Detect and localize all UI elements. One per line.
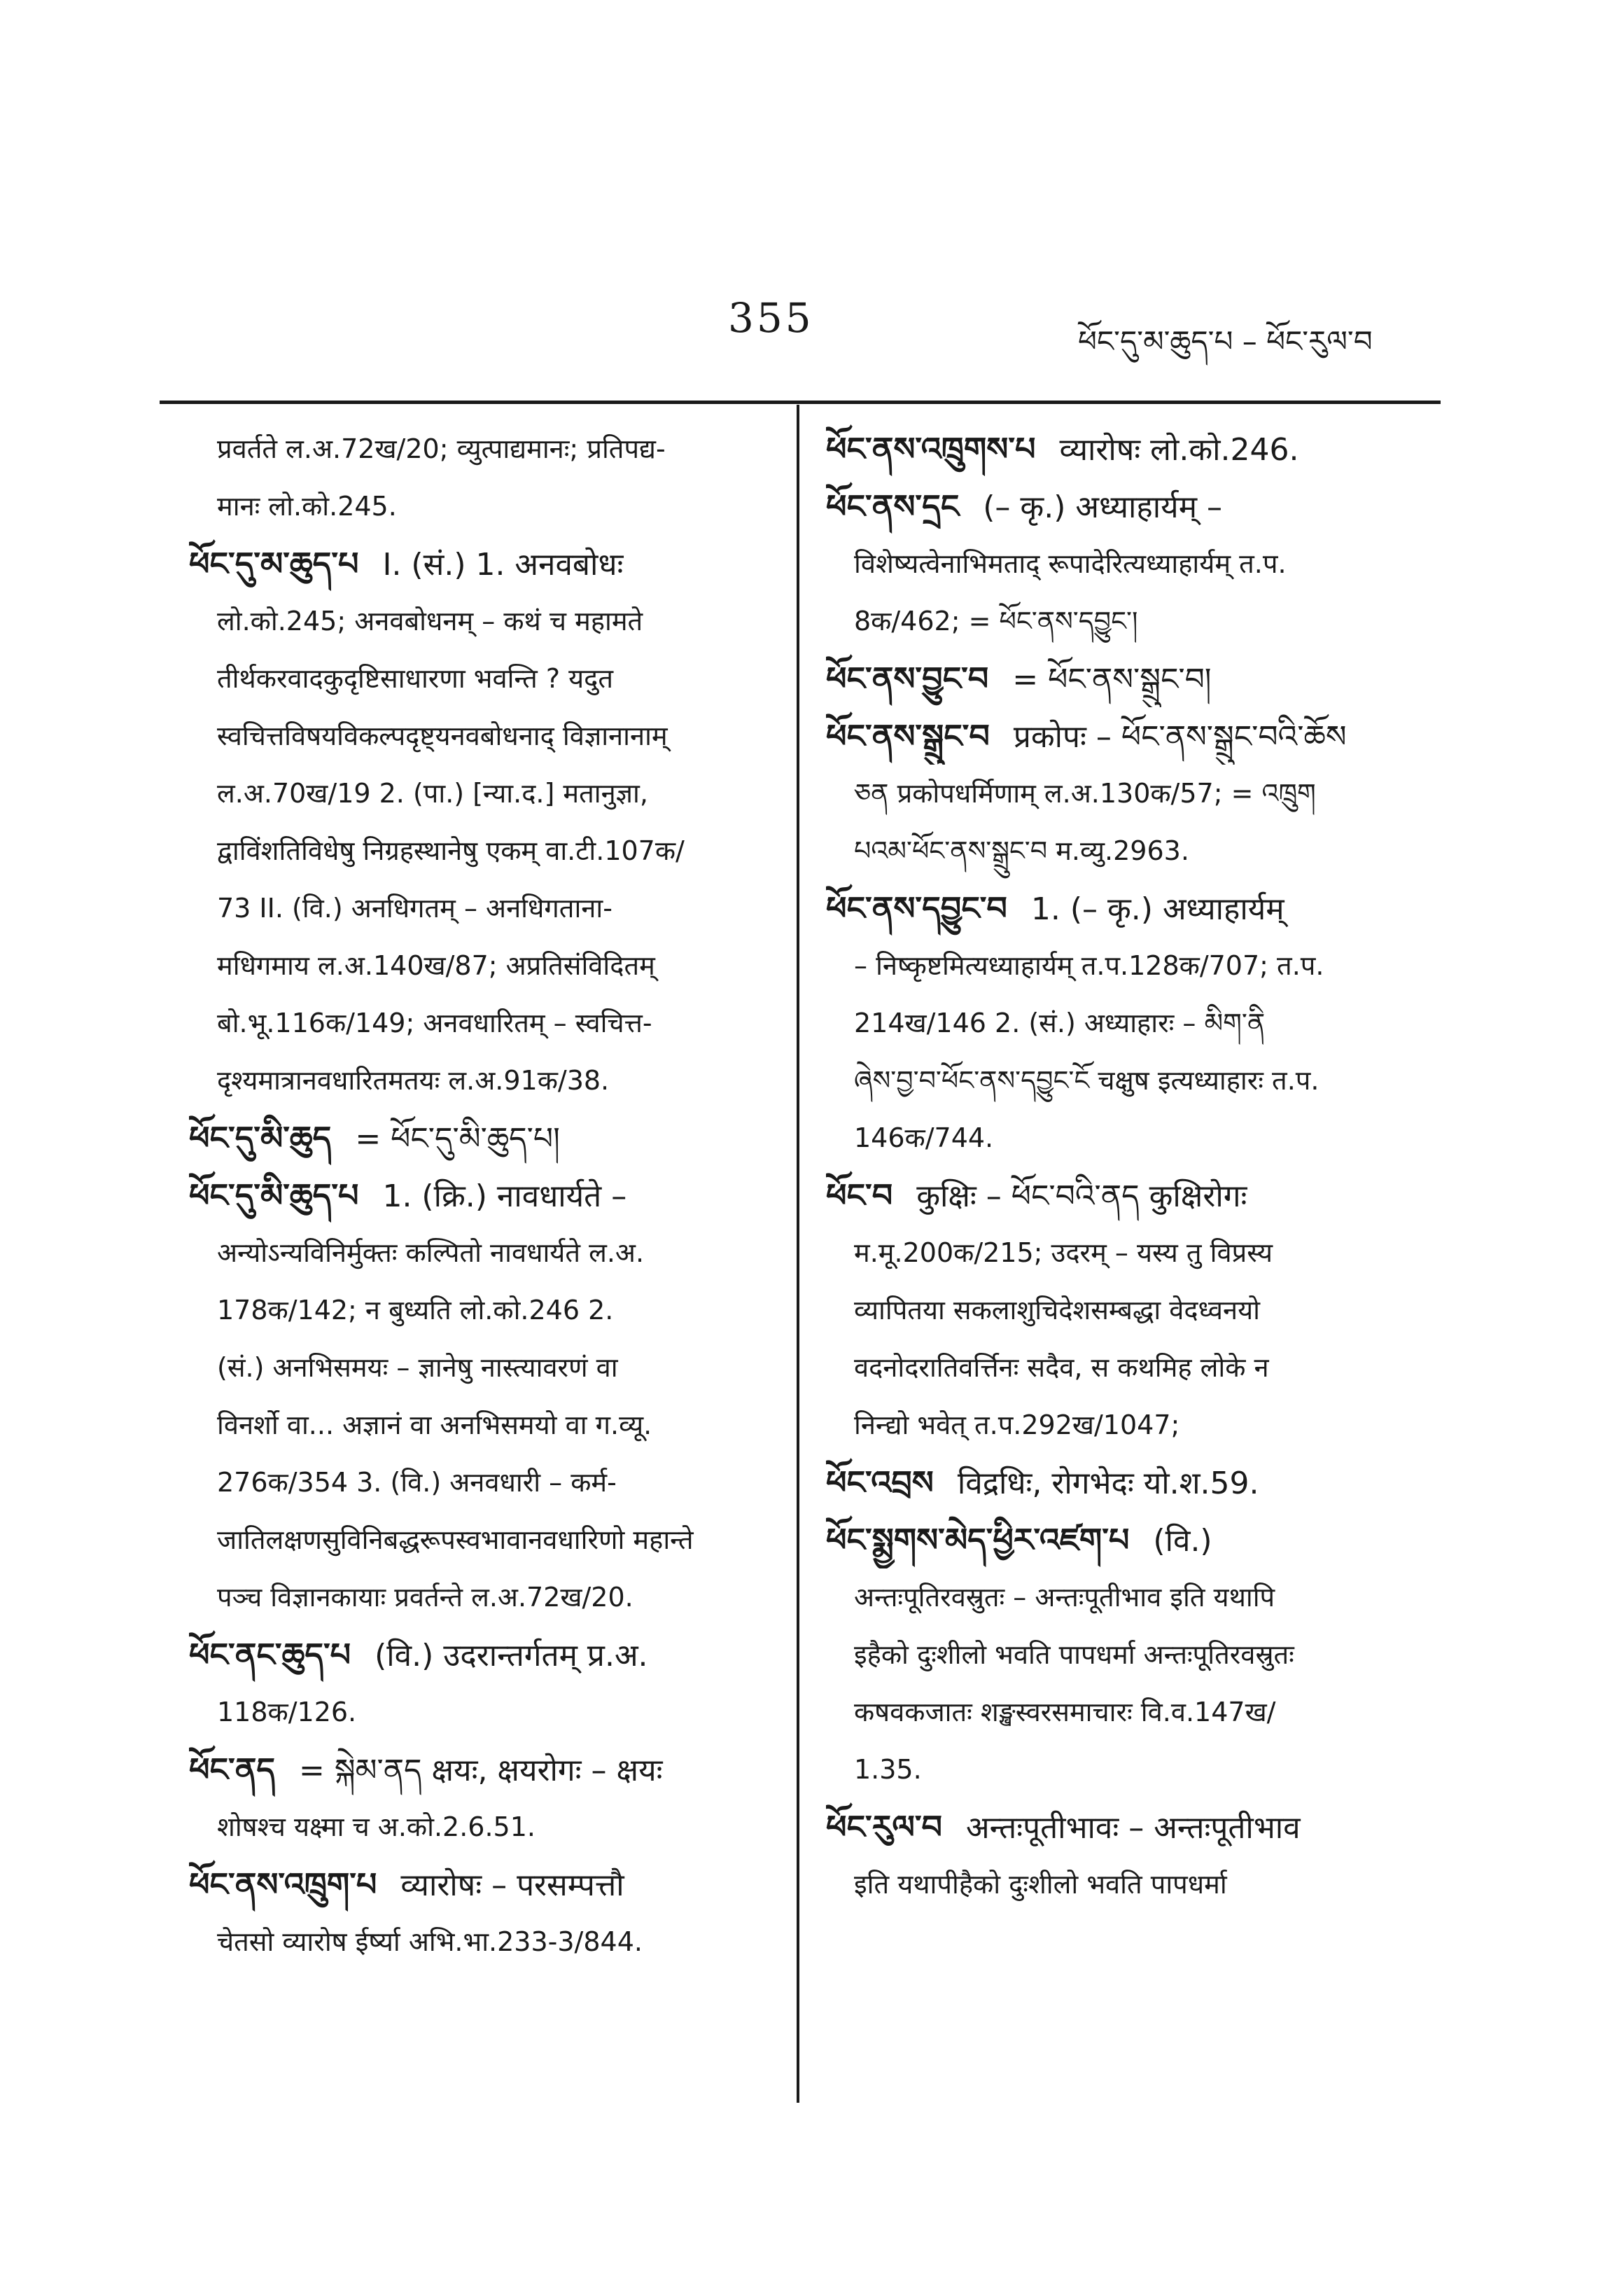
continuation-line: चेतसो व्यारोष ईर्ष्या अभि.भा.233-3/844. <box>217 1926 643 1957</box>
entry-line <box>189 1626 805 1683</box>
continuation-line: मानः लो.को.245. <box>217 491 397 522</box>
entry-headword: ཕོང་ནས་འཁྲུག་པ <box>189 1865 377 1903</box>
entry-line <box>189 1167 805 1224</box>
entry-line <box>826 879 1442 937</box>
continuation-line: व्यापितया सकलाशुचिदेशसम्बद्धा वेदध्वनयो <box>854 1295 1260 1326</box>
entry-text: = ཕོང་དུ་མི་ཆུད་པ། <box>355 1121 560 1157</box>
entry-line <box>826 650 1442 707</box>
left-column <box>189 420 805 1970</box>
entry-line <box>189 535 805 592</box>
continuation-line: (सं.) अनभिसमयः – ज्ञानेषु नास्त्यावरणं वा <box>217 1352 618 1383</box>
continuation-line: अन्तःपूतिरवस्रुतः – अन्तःपूतीभाव इति यथापि <box>854 1582 1275 1613</box>
continuation-line: वदनोदरातिवर्त्तिनः सदैव, स कथमिह लोके न <box>854 1352 1269 1383</box>
entry-line <box>826 1454 1442 1511</box>
entry-text: = ཕོང་ནས་སྒྲུང་བ། <box>1012 662 1212 697</box>
entry-headword: ཕོང་དུ་མི་ཆུད་པ <box>189 1176 359 1214</box>
continuation-line: इहैको दुःशीलो भवति पापधर्मा अन्तःपूतिरवस्रुतः <box>854 1639 1294 1670</box>
continuation-line: म.मू.200क/215; उदरम् – यस्य तु विप्रस्य <box>854 1237 1273 1268</box>
entry-headword: ཕོང་ནས་དྲང <box>826 487 960 525</box>
entry-headword: ཕོང་འབྲས <box>826 1463 934 1501</box>
continuation-line: ཞེས་བྱ་བ་ཕོང་ནས་དབྱུང་ངོ चक्षुष इत्यध्याहारः त.प. <box>854 1065 1320 1096</box>
continuation-line: इति यथापीहैको दुःशीलो भवति पापधर्मा <box>854 1869 1227 1900</box>
entry-headword: ཕོང་ནས་བྱུང་བ <box>826 660 989 697</box>
entry-headword: ཕོང་དུ་མ་ཆུད་པ <box>189 545 359 583</box>
continuation-line: दृश्यमात्रानवधारितमतयः ल.अ.91क/38. <box>217 1065 610 1096</box>
continuation-line: द्वाविंशतिविधेषु निग्रहस्थानेषु एकम् वा.टी.107क/ <box>217 835 685 866</box>
continuation-line: विशेष्यत्वेनाभिमताद् रूपादेरित्यध्याहार्यम् त.प. <box>854 548 1287 579</box>
entry-text: (वि.) <box>1153 1523 1212 1559</box>
entry-text: कुक्षिः – ཕོང་བའི་ནད कुक्षिरोगः <box>916 1178 1247 1214</box>
header-rule <box>160 401 1441 404</box>
entry-text: व्यारोषः – परसम्पत्तौ <box>400 1867 624 1903</box>
continuation-line: मधिगमाय ल.अ.140ख/87; अप्रतिसंविदितम् <box>217 950 655 981</box>
continuation-line: པའམ་ཕོང་ནས་སྒྲུང་བ म.व्यु.2963. <box>854 835 1189 866</box>
continuation-line: 1.35. <box>854 1754 922 1785</box>
continuation-line: 146क/744. <box>854 1122 994 1153</box>
entry-headword: ཕོང་རུལ་བ <box>826 1808 942 1846</box>
entry-text: प्रकोपः – ཕོང་ནས་སྒྲུང་བའི་ཆོས <box>1013 719 1347 755</box>
entry-headword: ཕོང་སྨྱགས་མེད་ཕྱིར་འཛག་པ <box>826 1521 1130 1559</box>
continuation-line: 276क/354 3. (वि.) अनवधारी – कर्म- <box>217 1467 617 1498</box>
continuation-line: कषवकजातः शङ्खस्वरसमाचारः वि.व.147ख/ <box>854 1697 1276 1727</box>
continuation-line: अन्योऽन्यविनिर्मुक्तः कल्पितो नावधार्यते ल.अ. <box>217 1237 645 1268</box>
entry-text: (वि.) उदरान्तर्गतम् प्र.अ. <box>374 1638 648 1674</box>
entry-text: 1. (– कृ.) अध्याहार्यम् <box>1030 891 1284 927</box>
entry-text: अन्तःपूतीभावः – अन्तःपूतीभाव <box>965 1810 1301 1846</box>
continuation-line: ཅན प्रकोपधर्मिणाम् ल.अ.130क/57; = འཁྲུག <box>854 778 1316 809</box>
entry-line <box>826 1798 1442 1856</box>
entry-headword: ཕོང་བ <box>826 1176 893 1214</box>
entry-text: I. (सं.) 1. अनवबोधः <box>382 547 624 583</box>
entry-line <box>189 1741 805 1798</box>
right-column <box>826 420 1442 1913</box>
entry-line <box>826 1167 1442 1224</box>
entry-headword: ཕོང་ནས་འཁྲུགས་པ <box>826 430 1036 468</box>
continuation-line: बो.भू.116क/149; अनवधारितम् – स्वचित्त- <box>217 1008 652 1038</box>
continuation-line: 178क/142; न बुध्यति लो.को.246 2. <box>217 1295 614 1326</box>
continuation-line: 8क/462; = ཕོང་ནས་དབྱུང་། <box>854 606 1138 636</box>
continuation-line: निन्द्यो भवेत् त.प.292ख/1047; <box>854 1410 1180 1440</box>
entry-text: विद्रधिः, रोगभेदः यो.श.59. <box>957 1466 1259 1501</box>
entry-headword: ཕོང་ནད <box>189 1751 276 1788</box>
entry-line <box>189 1109 805 1167</box>
continuation-line: विनर्शो वा... अज्ञानं वा अनभिसमयो वा ग.व्यू. <box>217 1410 652 1440</box>
continuation-line: – निष्कृष्टमित्यध्याहार्यम् त.प.128क/707; त.प. <box>854 950 1324 981</box>
continuation-line: तीर्थकरवादकुदृष्टिसाधारणा भवन्ति ? यदुत <box>217 663 613 694</box>
entry-headword: ཕོང་ནང་ཆུད་པ <box>189 1636 351 1674</box>
continuation-line: 214ख/146 2. (सं.) अध्याहारः – མིག་ནི <box>854 1008 1266 1038</box>
continuation-line: स्वचित्तविषयविकल्पदृष्ट्यनवबोधनाद् विज्ञानानाम् <box>217 721 668 751</box>
entry-text: = སྐེམ་ནད क्षयः, क्षयरोगः – क्षयः <box>299 1753 663 1788</box>
entry-line <box>826 420 1442 478</box>
page-number: 355 <box>728 294 814 342</box>
entry-text: 1. (क्रि.) नावधार्यते – <box>382 1178 627 1214</box>
entry-headword: ཕོང་དུ་མི་ཆུད <box>189 1119 332 1157</box>
entry-headword: ཕོང་ནས་དབྱུང་བ <box>826 889 1007 927</box>
continuation-line: पञ्च विज्ञानकायाः प्रवर्तन्ते ल.अ.72ख/20. <box>217 1582 634 1613</box>
continuation-line: प्रवर्तते ल.अ.72ख/20; व्युत्पाद्यमानः; प्रतिपद्य- <box>217 433 666 464</box>
entry-text: (– कृ.) अध्याहार्यम् – <box>983 489 1223 525</box>
entry-line <box>826 707 1442 765</box>
entry-headword: ཕོང་ནས་སྒྲུང་བ <box>826 717 990 755</box>
entry-line <box>826 1511 1442 1568</box>
continuation-line: ल.अ.70ख/19 2. (पा.) [न्या.द.] मतानुज्ञा, <box>217 778 648 809</box>
continuation-line: 118क/126. <box>217 1697 357 1727</box>
entry-line <box>189 1856 805 1913</box>
continuation-line: शोषश्च यक्ष्मा च अ.को.2.6.51. <box>217 1811 536 1842</box>
entry-line <box>826 478 1442 535</box>
running-head: ཕོང་དུ་མ་ཆུད་པ – ཕོང་རུལ་བ <box>1078 324 1373 359</box>
entry-text: व्यारोषः लो.को.246. <box>1059 432 1299 468</box>
continuation-line: लो.को.245; अनवबोधनम् – कथं च महामते <box>217 606 643 636</box>
continuation-line: जातिलक्षणसुविनिबद्धरूपस्वभावानवधारिणो महान्ते <box>217 1524 694 1555</box>
continuation-line: 73 II. (वि.) अनधिगतम् – अनधिगताना- <box>217 893 612 924</box>
